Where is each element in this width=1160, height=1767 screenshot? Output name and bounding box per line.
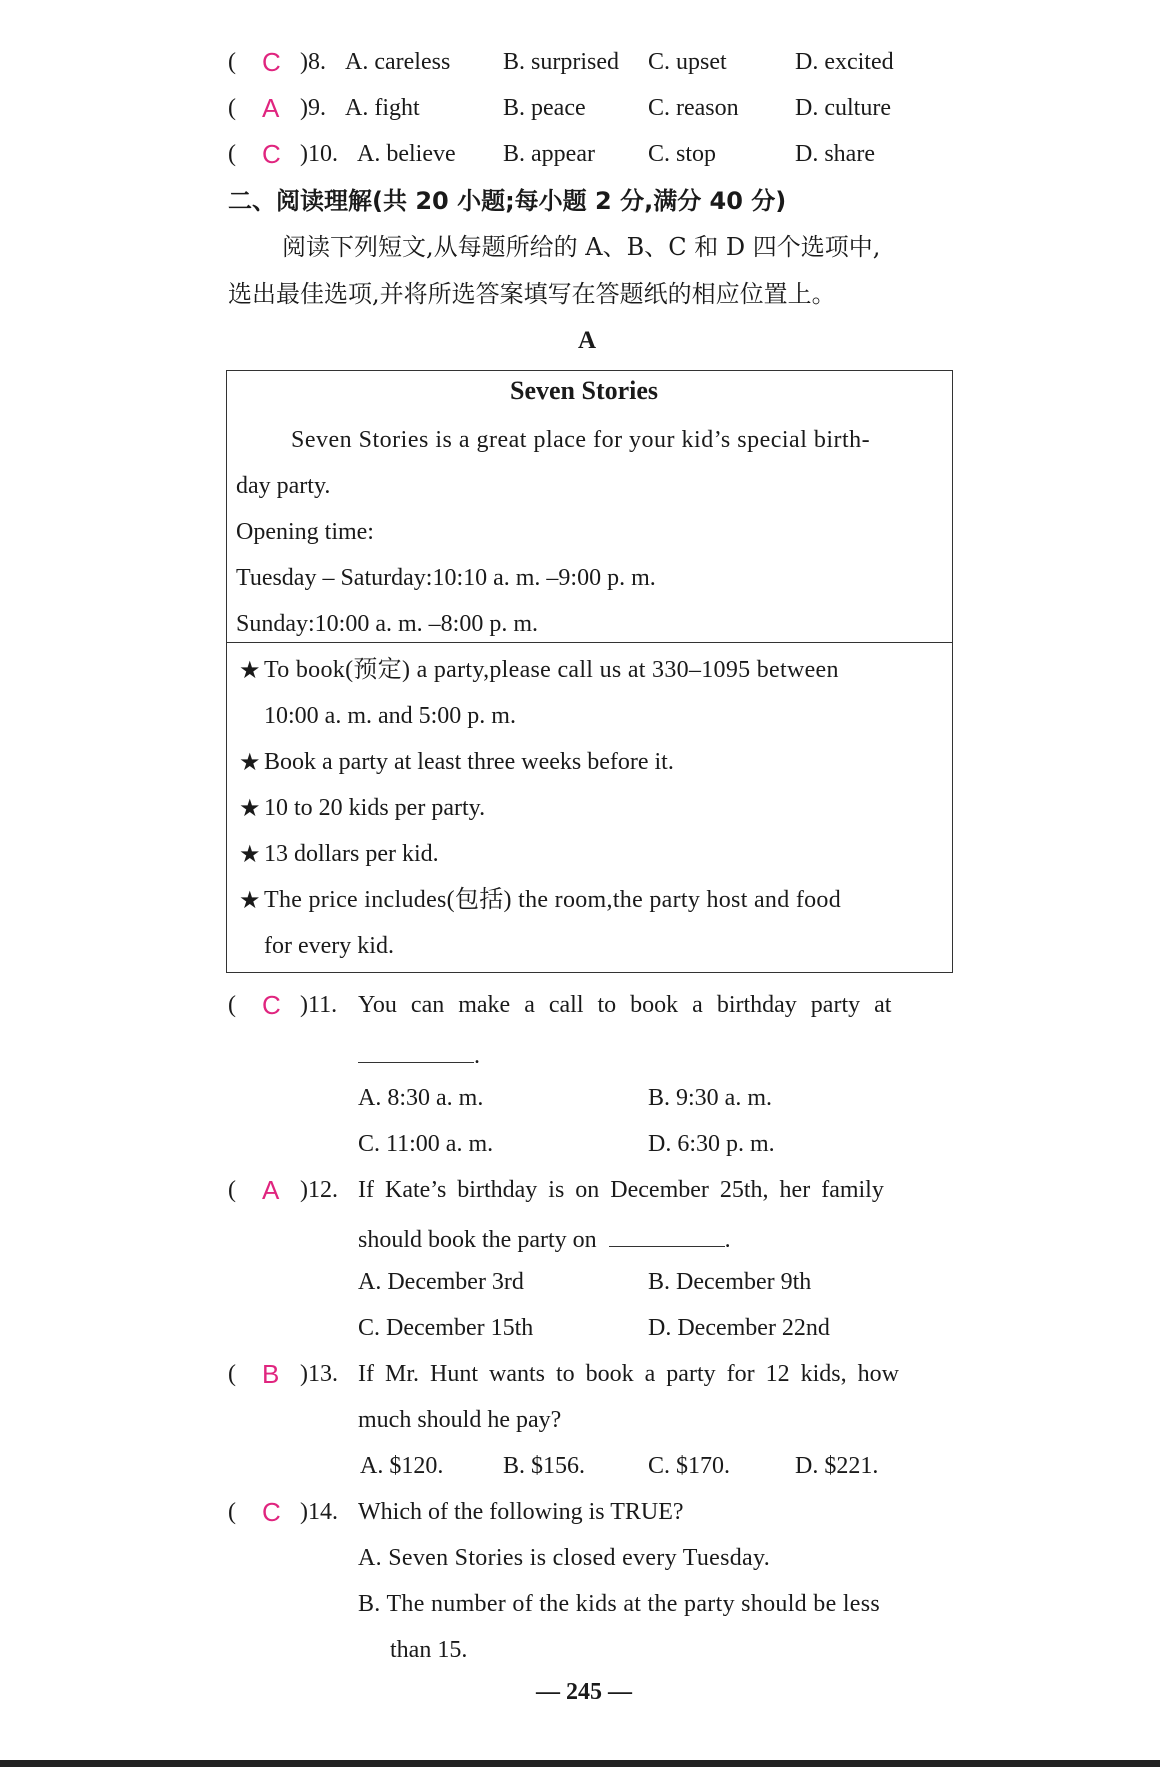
star-icon: ★ [239, 840, 261, 868]
option-d: D. excited [795, 49, 894, 75]
answer-12: A [262, 1175, 280, 1205]
option-b: B. $156. [503, 1453, 586, 1479]
rule-line: To book(预定) a party,please call us at 330–1095 between [264, 657, 839, 683]
question-stem: If Mr. Hunt wants to book a party for 12 kids, how [358, 1361, 899, 1387]
rule-line-cont: for every kid. [264, 933, 394, 959]
option-d: D. share [795, 141, 875, 167]
paren-open: ( [228, 1177, 236, 1203]
paren-open: ( [228, 95, 236, 121]
question-stem: Which of the following is TRUE? [358, 1499, 684, 1525]
star-icon: ★ [239, 794, 261, 822]
option-a: A. $120. [360, 1453, 444, 1479]
stem-line-2: should book the party on [358, 1227, 597, 1253]
notice-intro-line-2: day party. [236, 473, 331, 499]
question-stem: You can make a call to book a birthday party at [358, 992, 892, 1018]
option-b: B. December 9th [648, 1269, 812, 1295]
option-a: A. fight [345, 95, 420, 121]
answer-blank [358, 1040, 480, 1068]
opening-time-label: Opening time: [236, 519, 374, 545]
option-b-cont: than 15. [390, 1637, 468, 1663]
answer-9: A [262, 93, 280, 123]
question-number: )13. [300, 1361, 338, 1387]
question-stem-cont [358, 1224, 731, 1252]
bottom-edge-bar [0, 1760, 1160, 1767]
question-number: )9. [300, 95, 326, 121]
star-icon: ★ [239, 748, 261, 776]
paren-open: ( [228, 141, 236, 167]
answer-13: B [262, 1359, 280, 1389]
option-a: A. believe [357, 141, 456, 167]
rule-line: 10 to 20 kids per party. [264, 795, 486, 821]
rule-line: Book a party at least three weeks before it. [264, 749, 674, 775]
notice-divider [226, 642, 953, 643]
option-d: D. 6:30 p. m. [648, 1131, 775, 1157]
notice-intro-line-1: Seven Stories is a great place for your kid’s special birth- [291, 427, 871, 453]
notice-title: Seven Stories [510, 376, 659, 405]
question-stem: If Kate’s birthday is on December 25th, her family [358, 1177, 884, 1203]
option-a: A. careless [345, 49, 451, 75]
section-heading: 二、阅读理解(共 20 小题;每小题 2 分,满分 40 分) [228, 187, 787, 215]
rule-line: 13 dollars per kid. [264, 841, 439, 867]
option-a: A. 8:30 a. m. [358, 1085, 484, 1111]
paren-open: ( [228, 1361, 236, 1387]
question-number: )11. [300, 992, 338, 1018]
star-icon: ★ [239, 886, 261, 914]
question-number: )8. [300, 49, 326, 75]
option-c: C. $170. [648, 1453, 731, 1479]
option-c: C. upset [648, 49, 727, 75]
sunday-hours: Sunday:10:00 a. m. –8:00 p. m. [236, 611, 538, 637]
option-c: C. 11:00 a. m. [358, 1131, 494, 1157]
option-b: B. appear [503, 141, 595, 167]
answer-11: C [262, 990, 281, 1020]
option-b: B. surprised [503, 49, 619, 75]
paren-open: ( [228, 992, 236, 1018]
instruction-line-1: 阅读下列短文,从每题所给的 A、B、C 和 D 四个选项中, [282, 233, 881, 261]
option-a: A. Seven Stories is closed every Tuesday. [358, 1545, 771, 1571]
option-d: D. culture [795, 95, 891, 121]
instruction-line-2: 选出最佳选项,并将所选答案填写在答题纸的相应位置上。 [228, 280, 836, 308]
rule-line: The price includes(包括) the room,the party host and food [264, 887, 842, 913]
answer-10: C [262, 139, 281, 169]
stem-end: . [724, 1227, 731, 1253]
answer-8: C [262, 47, 281, 77]
star-icon: ★ [239, 656, 261, 684]
option-d: D. $221. [795, 1453, 879, 1479]
option-b: B. The number of the kids at the party should be less [358, 1591, 881, 1617]
page-number: — 245 — [536, 1679, 632, 1705]
question-number: )10. [300, 141, 338, 167]
rule-line-cont: 10:00 a. m. and 5:00 p. m. [264, 703, 516, 729]
weekday-hours: Tuesday – Saturday:10:10 a. m. –9:00 p. m. [236, 565, 656, 591]
passage-letter: A [578, 327, 597, 354]
paren-open: ( [228, 1499, 236, 1525]
option-c: C. December 15th [358, 1315, 534, 1341]
option-c: C. reason [648, 95, 739, 121]
answer-14: C [262, 1497, 281, 1527]
option-b: B. 9:30 a. m. [648, 1085, 772, 1111]
option-c: C. stop [648, 141, 717, 167]
paren-open: ( [228, 49, 236, 75]
question-number: )12. [300, 1177, 338, 1203]
stem-end: . [474, 1043, 480, 1069]
question-stem-cont: much should he pay? [358, 1407, 562, 1433]
option-a: A. December 3rd [358, 1269, 524, 1295]
option-b: B. peace [503, 95, 586, 121]
question-number: )14. [300, 1499, 338, 1525]
option-d: D. December 22nd [648, 1315, 830, 1341]
